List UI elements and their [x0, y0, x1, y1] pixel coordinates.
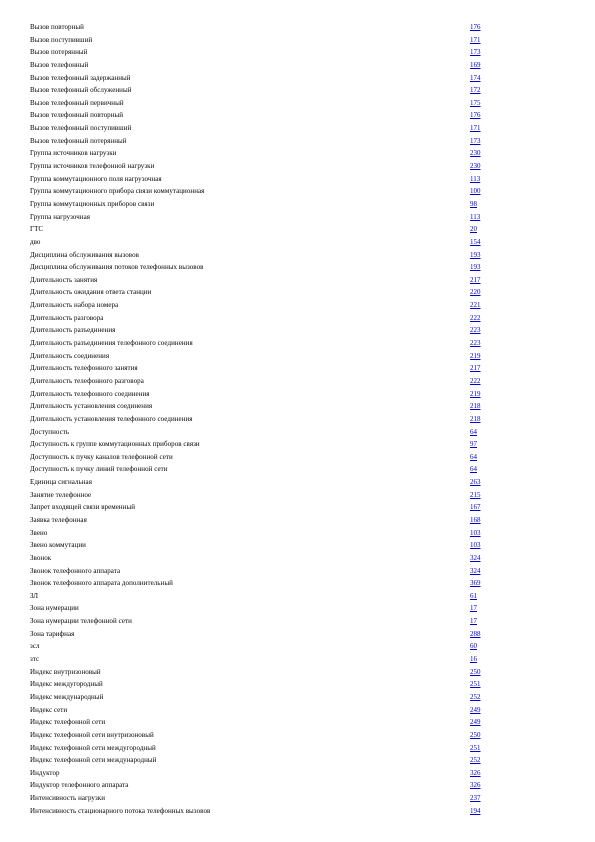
- page-number-link[interactable]: 61: [470, 591, 477, 600]
- index-entry: [30, 109, 490, 122]
- page-number-link[interactable]: 252: [470, 756, 481, 765]
- page-number-link[interactable]: 97: [470, 440, 477, 449]
- page-number-link[interactable]: 230: [470, 149, 481, 158]
- page-number-link[interactable]: 103: [470, 528, 481, 537]
- index-term: Звонок телефонного аппарата дополнительный: [30, 579, 173, 588]
- page-number-link[interactable]: 252: [470, 692, 481, 701]
- page-number-link[interactable]: 194: [470, 806, 481, 815]
- index-term: Интенсивность стационарного потока телефонных вызовов: [30, 806, 211, 815]
- index-term: Занятие телефонное: [30, 490, 92, 499]
- page-number-link[interactable]: 250: [470, 667, 481, 676]
- index-entry: [30, 261, 490, 274]
- index-entry: [30, 400, 490, 413]
- page-number-link[interactable]: 17: [470, 604, 477, 613]
- index-entry: [30, 324, 490, 337]
- index-term: Вызов потерянный: [30, 48, 88, 57]
- index-term: Звонок: [30, 553, 52, 562]
- index-term: Группа источников нагрузки: [30, 149, 117, 158]
- index-entry: [30, 527, 490, 540]
- page-number-link[interactable]: 17: [470, 617, 477, 626]
- index-entry: [30, 46, 490, 59]
- index-term: Индекс телефонной сети: [30, 718, 106, 727]
- page-number-link[interactable]: 60: [470, 642, 477, 651]
- index-term: Длительность занятия: [30, 275, 98, 284]
- index-term: Интенсивность нагрузки: [30, 794, 106, 803]
- index-term: Вызов телефонный повторный: [30, 111, 124, 120]
- index-entry: [30, 185, 490, 198]
- index-entry: [30, 754, 490, 767]
- index-entry: [30, 337, 490, 350]
- index-entry: [30, 514, 490, 527]
- index-term: Зона нумерации телефонной сети: [30, 617, 132, 626]
- index-term: Индекс телефонной сети международный: [30, 756, 157, 765]
- index-term: Звено коммутации: [30, 541, 86, 550]
- index-term: Длительность разговора: [30, 313, 104, 322]
- index-entry: [30, 451, 490, 464]
- index-list: [30, 21, 490, 817]
- index-term: Доступность к группе коммутационных приборов связи: [30, 440, 200, 449]
- index-entry: [30, 413, 490, 426]
- index-entry: [30, 375, 490, 388]
- index-term: Длительность телефонного занятия: [30, 364, 138, 373]
- page-number-link[interactable]: 221: [470, 301, 481, 310]
- index-term: Доступность к пучку каналов телефонной сети: [30, 452, 173, 461]
- index-term: Вызов телефонный задержанный: [30, 73, 131, 82]
- index-term: Дисциплина обслуживания потоков телефонных вызовов: [30, 263, 204, 272]
- index-entry: [30, 249, 490, 262]
- page-number-link[interactable]: 251: [470, 743, 481, 752]
- page-number-link[interactable]: 324: [470, 553, 481, 562]
- index-entry: [30, 350, 490, 363]
- index-term: Зона нумерации: [30, 604, 79, 613]
- index-entry: [30, 590, 490, 603]
- page-number-link[interactable]: 98: [470, 199, 477, 208]
- index-term: Вызов телефонный обслуженный: [30, 86, 132, 95]
- index-term: Индекс телефонной сети междугородный: [30, 743, 156, 752]
- page-number-link[interactable]: 217: [470, 364, 481, 373]
- index-term: Индуктор телефонного аппарата: [30, 781, 129, 790]
- index-entry: [30, 501, 490, 514]
- index-entry: [30, 666, 490, 679]
- index-entry: [30, 691, 490, 704]
- index-term: Единица сигнальная: [30, 478, 92, 487]
- index-entry: [30, 198, 490, 211]
- index-term: Индекс междугородный: [30, 680, 103, 689]
- page-number-link[interactable]: 218: [470, 402, 481, 411]
- page-number-link[interactable]: 223: [470, 326, 481, 335]
- index-term: Вызов поступивший: [30, 35, 93, 44]
- index-entry: [30, 628, 490, 641]
- page-number-link[interactable]: 16: [470, 655, 477, 664]
- index-term: ЗЛ: [30, 591, 39, 600]
- index-term: Вызов повторный: [30, 23, 84, 31]
- index-entry: [30, 489, 490, 502]
- page-number-link[interactable]: 172: [470, 86, 481, 95]
- page-number-link[interactable]: 64: [470, 452, 477, 461]
- index-entry: [30, 552, 490, 565]
- index-term: зтс: [30, 655, 40, 664]
- index-term: Звено: [30, 528, 48, 537]
- page-number-link[interactable]: 171: [470, 124, 481, 133]
- index-term: Индекс телефонной сети внутризоновый: [30, 730, 154, 739]
- index-entry: [30, 122, 490, 135]
- index-term: Группа коммутационного поля нагрузочная: [30, 174, 162, 183]
- index-term: Группа коммутационных приборов связи: [30, 199, 155, 208]
- index-term: Длительность набора номера: [30, 301, 119, 310]
- index-entry: [30, 84, 490, 97]
- index-term: Длительность установления телефонного соединения: [30, 414, 193, 423]
- index-term: Группа нагрузочная: [30, 212, 91, 221]
- page-number-link[interactable]: 176: [470, 111, 481, 120]
- index-entry: [30, 602, 490, 615]
- index-term: Вызов телефонный: [30, 60, 89, 69]
- page-number-link[interactable]: 215: [470, 490, 481, 499]
- index-entry: [30, 704, 490, 717]
- page-number-link[interactable]: 174: [470, 73, 481, 82]
- page-number-link[interactable]: 193: [470, 263, 481, 272]
- index-term: Индуктор: [30, 768, 60, 777]
- page-number-link[interactable]: 222: [470, 376, 481, 385]
- page-number-link[interactable]: 369: [470, 579, 481, 588]
- page-number-link[interactable]: 288: [470, 629, 481, 638]
- index-entry: [30, 565, 490, 578]
- index-entry: [30, 21, 490, 34]
- index-entry: [30, 286, 490, 299]
- index-entry: [30, 388, 490, 401]
- index-entry: [30, 577, 490, 590]
- index-term: Зона тарифная: [30, 629, 75, 638]
- index-term: Звонок телефонного аппарата: [30, 566, 121, 575]
- page-number-link[interactable]: 175: [470, 98, 481, 107]
- index-term: Группа источников телефонной нагрузки: [30, 162, 155, 171]
- page-number-link[interactable]: 20: [470, 225, 477, 234]
- index-entry: [30, 729, 490, 742]
- index-entry: [30, 147, 490, 160]
- index-entry: [30, 274, 490, 287]
- index-term: Заявка телефонная: [30, 515, 87, 524]
- page-number-link[interactable]: 250: [470, 730, 481, 739]
- index-term: Длительность телефонного соединения: [30, 389, 150, 398]
- index-entry: [30, 34, 490, 47]
- index-entry: [30, 779, 490, 792]
- page-number-link[interactable]: 219: [470, 389, 481, 398]
- index-term: Вызов телефонный первичный: [30, 98, 124, 107]
- index-term: зсл: [30, 642, 40, 651]
- page-number-link[interactable]: 113: [470, 212, 481, 221]
- page-number-link[interactable]: 173: [470, 136, 481, 145]
- page-number-link[interactable]: 193: [470, 250, 481, 259]
- index-term: Длительность разъединения телефонного соединения: [30, 339, 193, 348]
- index-term: Индекс международный: [30, 692, 104, 701]
- index-term: Индекс внутризоновый: [30, 667, 101, 676]
- page-number-link[interactable]: 326: [470, 781, 481, 790]
- index-entry: [30, 160, 490, 173]
- index-entry: [30, 438, 490, 451]
- page-number-link[interactable]: 168: [470, 515, 481, 524]
- page-number-link[interactable]: 237: [470, 794, 481, 803]
- index-entry: [30, 615, 490, 628]
- page-number-link[interactable]: 324: [470, 566, 481, 575]
- index-entry: [30, 362, 490, 375]
- page-number-link[interactable]: 220: [470, 288, 481, 297]
- index-term: Дисциплина обслуживания вызовов: [30, 250, 139, 259]
- index-entry: [30, 805, 490, 818]
- index-entry: [30, 678, 490, 691]
- index-term: Длительность телефонного разговора: [30, 376, 144, 385]
- index-term: Длительность соединения: [30, 351, 110, 360]
- index-entry: [30, 426, 490, 439]
- page-number-link[interactable]: 263: [470, 478, 481, 487]
- page-number-link[interactable]: 218: [470, 414, 481, 423]
- page-number-link[interactable]: 103: [470, 541, 481, 550]
- page-number-link[interactable]: 64: [470, 465, 477, 474]
- index-entry: [30, 463, 490, 476]
- index-entry: [30, 236, 490, 249]
- page-number-link[interactable]: 173: [470, 48, 481, 57]
- index-entry: [30, 173, 490, 186]
- index-term: ГТС: [30, 225, 44, 234]
- index-term: Запрет входящей связи временный: [30, 503, 136, 512]
- index-entry: [30, 767, 490, 780]
- index-entry: [30, 59, 490, 72]
- page-number-link[interactable]: 326: [470, 768, 481, 777]
- page-number-link[interactable]: 100: [470, 187, 481, 196]
- index-term: Длительность установления соединения: [30, 402, 153, 411]
- page-number-link[interactable]: 251: [470, 680, 481, 689]
- index-entry: [30, 312, 490, 325]
- index-entry: [30, 97, 490, 110]
- page-number-link[interactable]: 230: [470, 162, 481, 171]
- index-term: Длительность ожидания ответа станции: [30, 288, 152, 297]
- page-number-link[interactable]: 219: [470, 351, 481, 360]
- index-entry: [30, 135, 490, 148]
- page-number-link[interactable]: 176: [470, 23, 481, 31]
- page-number-link[interactable]: 217: [470, 275, 481, 284]
- page-number-link[interactable]: 249: [470, 705, 481, 714]
- index-term: Длительность разъединения: [30, 326, 116, 335]
- index-entry: [30, 653, 490, 666]
- index-term: Вызов телефонный поступивший: [30, 124, 132, 133]
- index-term: Доступность: [30, 427, 70, 436]
- index-entry: [30, 476, 490, 489]
- index-entry: [30, 72, 490, 85]
- page-number-link[interactable]: 64: [470, 427, 477, 436]
- page-number-link[interactable]: 249: [470, 718, 481, 727]
- page-number-link[interactable]: 169: [470, 60, 481, 69]
- index-term: Группа коммутационного прибора связи коммутационная: [30, 187, 205, 196]
- index-entry: [30, 539, 490, 552]
- index-entry: [30, 742, 490, 755]
- index-entry: [30, 792, 490, 805]
- index-entry: [30, 640, 490, 653]
- page-number-link[interactable]: 113: [470, 174, 481, 183]
- index-term: Индекс сети: [30, 705, 68, 714]
- index-term: Доступность к пучку линий телефонной сети: [30, 465, 168, 474]
- index-entry: [30, 716, 490, 729]
- page-number-link[interactable]: 222: [470, 313, 481, 322]
- index-term: дво: [30, 237, 41, 246]
- page-number-link[interactable]: 167: [470, 503, 481, 512]
- index-term: Вызов телефонный потерянный: [30, 136, 127, 145]
- index-entry: [30, 299, 490, 312]
- page-number-link[interactable]: 223: [470, 339, 481, 348]
- page-number-link[interactable]: 171: [470, 35, 481, 44]
- page-number-link[interactable]: 154: [470, 237, 481, 246]
- index-entry: [30, 211, 490, 224]
- index-entry: [30, 223, 490, 236]
